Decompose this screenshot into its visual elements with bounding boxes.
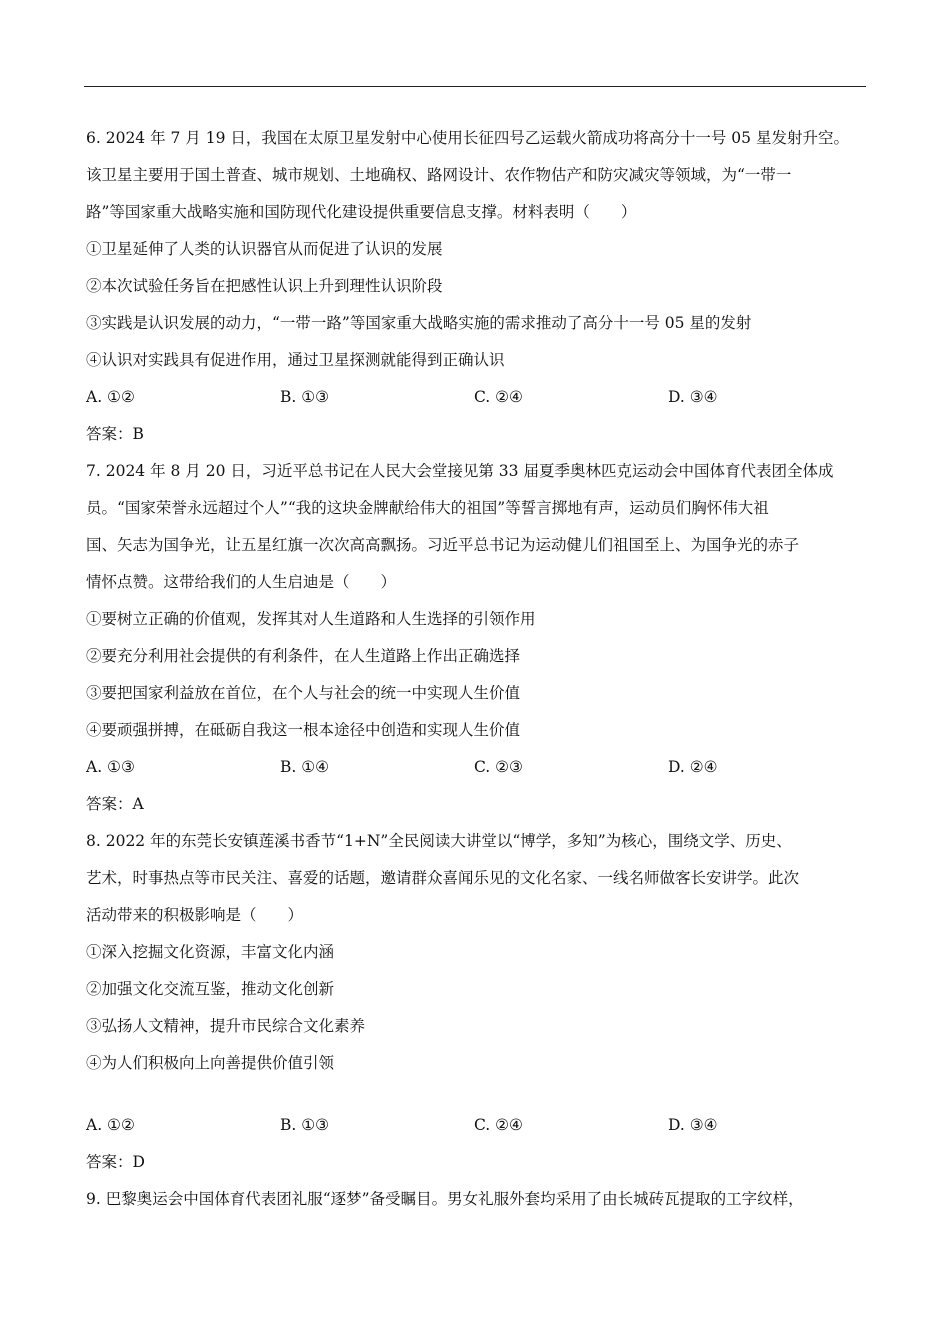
option-c: C. ②④ bbox=[474, 1116, 523, 1134]
statement-item: ④要顽强拼搏，在砥砺自我这一根本途径中创造和实现人生价值 bbox=[86, 721, 521, 739]
option-b: B. ①③ bbox=[280, 388, 330, 406]
answer-options bbox=[86, 1107, 868, 1144]
question-8 bbox=[86, 823, 868, 1181]
question-stem-line: 员。“国家荣誉永远超过个人”“我的这块金牌献给伟大的祖国”等誓言掷地有声，运动员们胸怀伟大祖 bbox=[86, 499, 769, 517]
option-b: B. ①④ bbox=[280, 758, 330, 776]
statement-item: ②加强文化交流互鉴，推动文化创新 bbox=[86, 980, 335, 998]
answer-line: 答案：D bbox=[86, 1153, 145, 1171]
statement-item: ②本次试验任务旨在把感性认识上升到理性认识阶段 bbox=[86, 277, 443, 295]
question-stem-line: 艺术，时事热点等市民关注、喜爱的话题，邀请群众喜闻乐见的文化名家、一线名师做客长安讲学。此次 bbox=[86, 869, 800, 887]
statement-item: ④为人们积极向上向善提供价值引领 bbox=[86, 1054, 335, 1072]
option-a: A. ①② bbox=[86, 388, 135, 406]
header-rule bbox=[84, 86, 866, 87]
spacer bbox=[86, 1082, 868, 1107]
answer-options bbox=[86, 749, 868, 786]
option-d: D. ③④ bbox=[668, 388, 718, 406]
statement-item: ①卫星延伸了人类的认识器官从而促进了认识的发展 bbox=[86, 240, 443, 258]
answer-options bbox=[86, 379, 868, 416]
question-stem-line: 活动带来的积极影响是（ ） bbox=[86, 906, 304, 924]
option-b: B. ①③ bbox=[280, 1116, 330, 1134]
question-9 bbox=[86, 1181, 868, 1218]
statement-item: ①要树立正确的价值观，发挥其对人生道路和人生选择的引领作用 bbox=[86, 610, 536, 628]
statement-item: ③实践是认识发展的动力，“一带一路”等国家重大战略实施的需求推动了高分十一号 05 星的发射 bbox=[86, 314, 752, 332]
question-stem-line: 9. 巴黎奥运会中国体育代表团礼服“逐梦”备受瞩目。男女礼服外套均采用了由长城砖瓦提取的工字纹样， bbox=[86, 1190, 804, 1208]
option-c: C. ②④ bbox=[474, 388, 523, 406]
question-stem-line: 8. 2022 年的东莞长安镇莲溪书香节“1+N”全民阅读大讲堂以“博学，多知”为核心，围绕文学、历史、 bbox=[86, 832, 792, 850]
question-stem-line: 路”等国家重大战略实施和国防现代化建设提供重要信息支撑。材料表明（ ） bbox=[86, 203, 637, 221]
option-c: C. ②③ bbox=[474, 758, 523, 776]
answer-line: 答案：A bbox=[86, 795, 144, 813]
option-a: A. ①② bbox=[86, 1116, 135, 1134]
question-stem-line: 国、矢志为国争光，让五星红旗一次次高高飘扬。习近平总书记为运动健儿们祖国至上、为国争光的赤子 bbox=[86, 536, 800, 554]
document-body bbox=[86, 120, 868, 1218]
statement-item: ①深入挖掘文化资源，丰富文化内涵 bbox=[86, 943, 335, 961]
question-stem-line: 情怀点赞。这带给我们的人生启迪是（ ） bbox=[86, 573, 397, 591]
question-7 bbox=[86, 453, 868, 823]
question-stem-line: 该卫星主要用于国土普查、城市规划、土地确权、路网设计、农作物估产和防灾减灾等领域，为“一带一 bbox=[86, 166, 792, 184]
statement-item: ②要充分利用社会提供的有利条件，在人生道路上作出正确选择 bbox=[86, 647, 521, 665]
question-stem-line: 7. 2024 年 8 月 20 日，习近平总书记在人民大会堂接见第 33 届夏季奥林匹克运动会中国体育代表团全体成 bbox=[86, 462, 834, 480]
question-stem-line: 6. 2024 年 7 月 19 日，我国在太原卫星发射中心使用长征四号乙运载火箭成功将高分十一号 05 星发射升空。 bbox=[86, 129, 849, 147]
question-6 bbox=[86, 120, 868, 453]
option-a: A. ①③ bbox=[86, 758, 135, 776]
answer-line: 答案：B bbox=[86, 425, 144, 443]
option-d: D. ③④ bbox=[668, 1116, 718, 1134]
statement-item: ③要把国家利益放在首位，在个人与社会的统一中实现人生价值 bbox=[86, 684, 521, 702]
statement-item: ④认识对实践具有促进作用，通过卫星探测就能得到正确认识 bbox=[86, 351, 505, 369]
statement-item: ③弘扬人文精神，提升市民综合文化素养 bbox=[86, 1017, 366, 1035]
option-d: D. ②④ bbox=[668, 758, 718, 776]
